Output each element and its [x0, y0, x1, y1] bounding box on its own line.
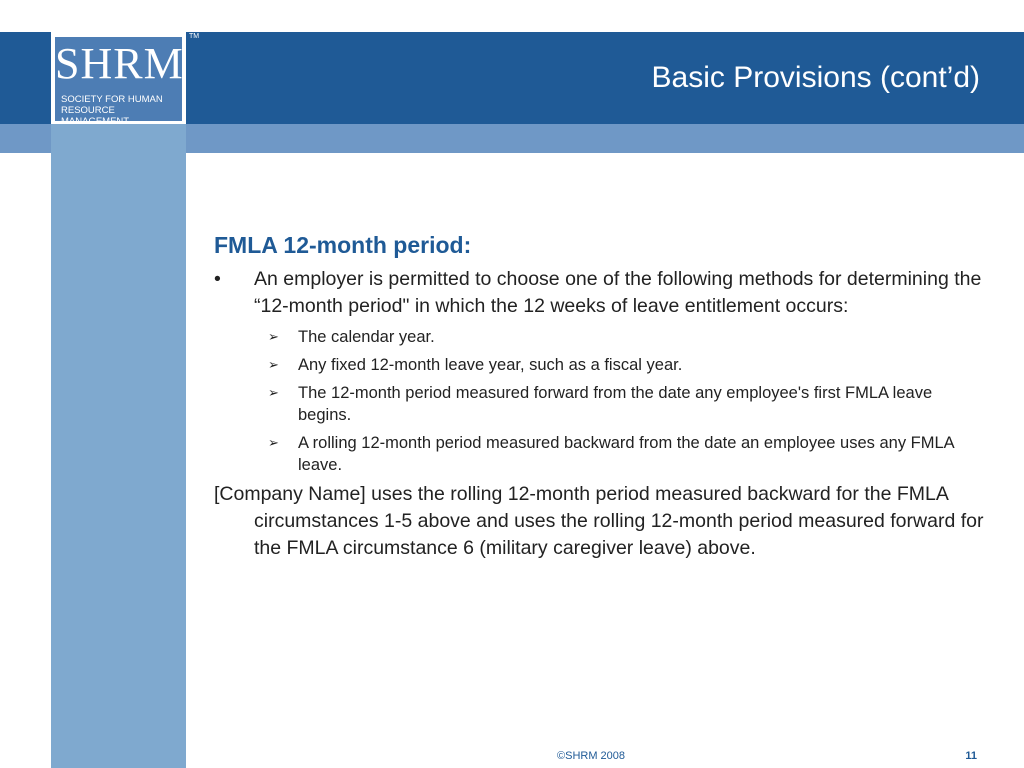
company-paragraph: [Company Name] uses the rolling 12-month period measured backward for the FMLA circumstances 1-5 above and uses the rolling 12-month period measured forward for the FMLA circumstance 6 (military caregiver leave) above. — [214, 483, 984, 559]
logo-wordmark: SHRM — [55, 39, 184, 88]
slide-content — [214, 230, 984, 562]
logo-box — [55, 37, 184, 127]
section-heading: FMLA 12-month period: — [214, 232, 472, 258]
page-number: 11 — [965, 750, 977, 762]
list-item-text: Any fixed 12-month leave year, such as a fiscal year. — [298, 356, 683, 374]
list-item — [214, 382, 984, 426]
list-item-text: The calendar year. — [298, 328, 435, 346]
bullet-item — [214, 266, 984, 320]
bullet-text: An employer is permitted to choose one of the following methods for determining the “12-month period" in which the 12 weeks of leave entitlement occurs: — [254, 268, 982, 317]
trademark-mark: TM — [189, 33, 200, 40]
method-list — [214, 326, 984, 476]
arrow-right-icon: ➢ — [268, 357, 279, 372]
list-item — [214, 432, 984, 476]
list-item — [214, 326, 984, 348]
list-item-text: The 12-month period measured forward from the date any employee's first FMLA leave begins. — [298, 384, 933, 424]
list-item — [214, 354, 984, 376]
side-column — [51, 124, 186, 768]
shrm-logo — [51, 32, 186, 127]
list-item-text: A rolling 12-month period measured backward from the date an employee uses any FMLA leave. — [298, 434, 954, 474]
logo-tagline: SOCIETY FOR HUMAN RESOURCE MANAGEMENT — [61, 94, 163, 127]
arrow-right-icon: ➢ — [268, 329, 279, 344]
slide-title: Basic Provisions (cont’d) — [651, 61, 980, 94]
footer-copyright: ©SHRM 2008 — [557, 750, 626, 762]
arrow-right-icon: ➢ — [268, 385, 279, 400]
arrow-right-icon: ➢ — [268, 435, 279, 450]
bullet-dot-icon: • — [214, 268, 221, 290]
